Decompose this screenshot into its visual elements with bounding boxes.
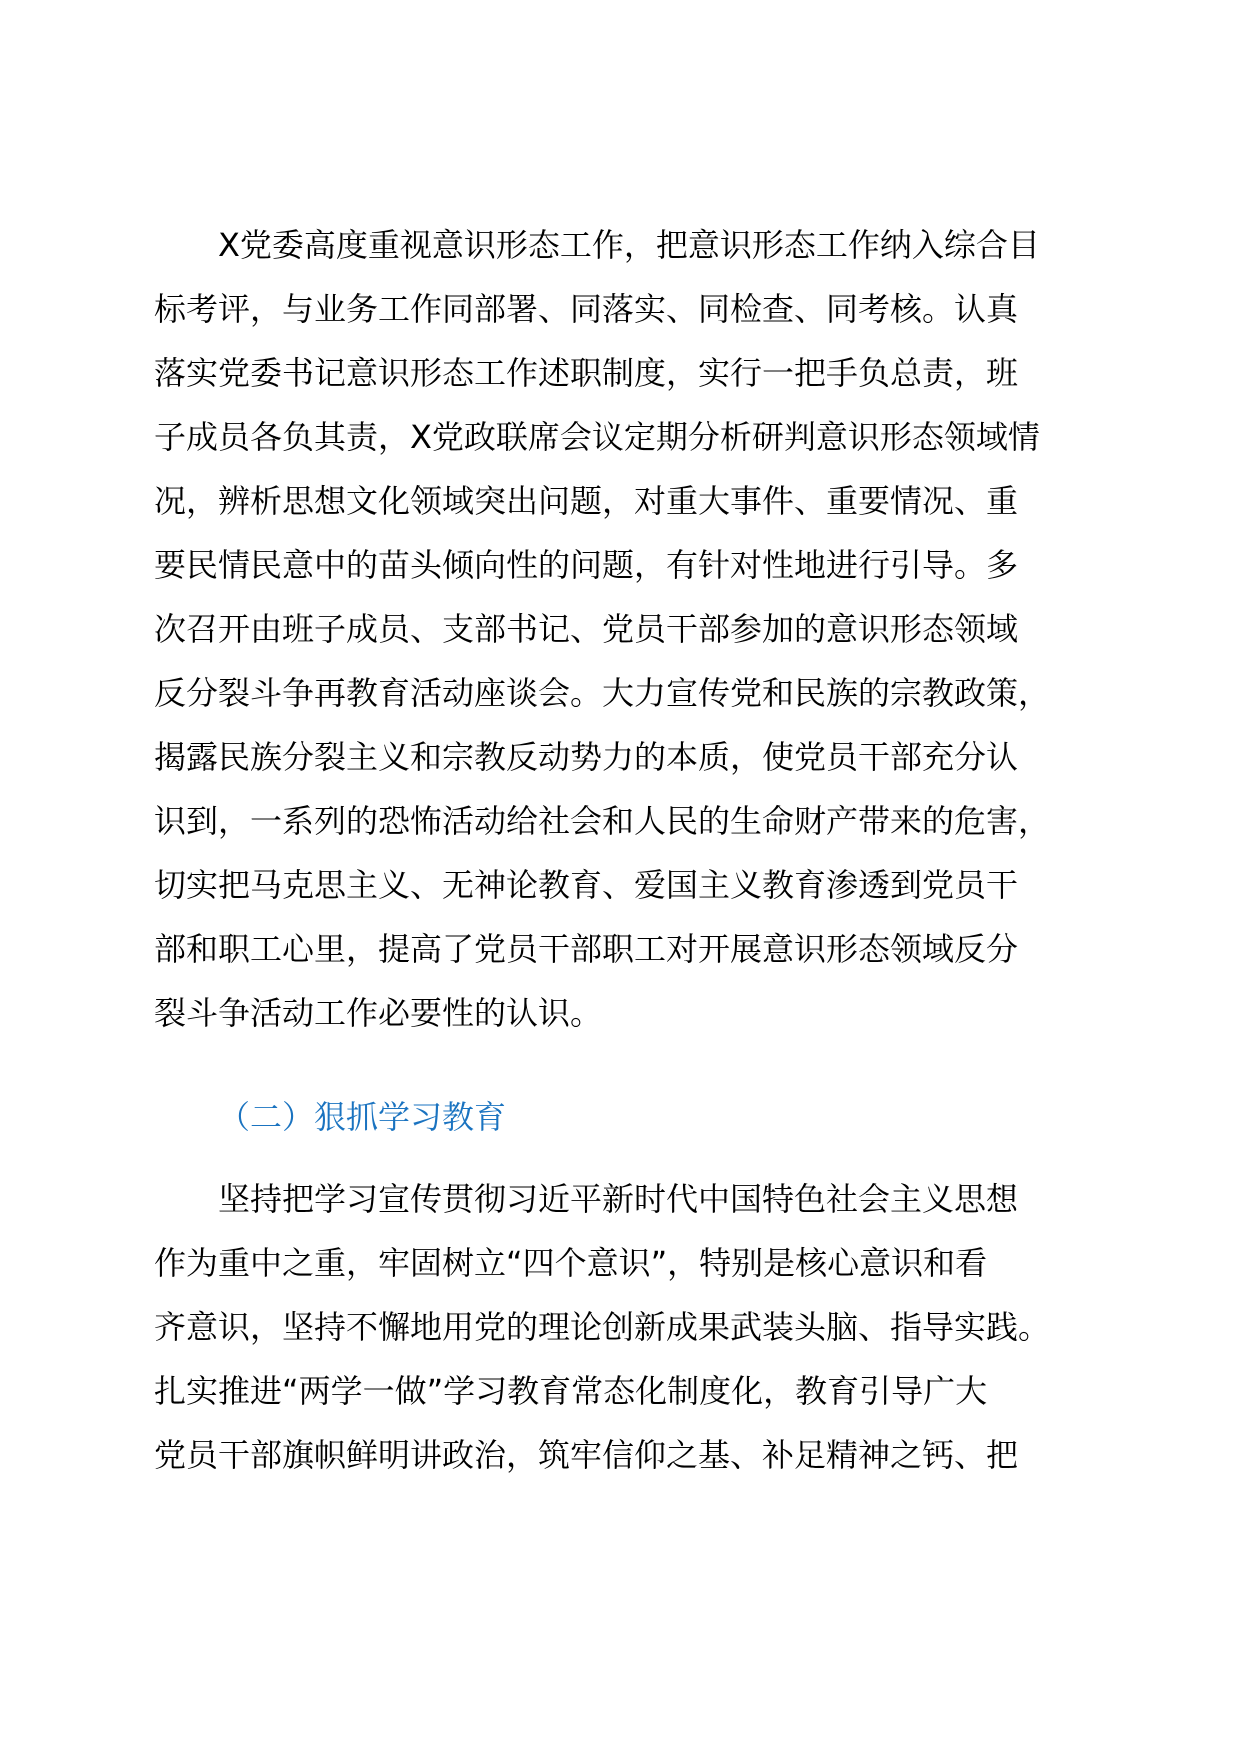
paragraph-2-line: 党员干部旗帜鲜明讲政治，筑牢信仰之基、补足精神之钙、把 <box>154 1436 1019 1474</box>
paragraph-1-line: 落实党委书记意识形态工作述职制度，实行一把手负总责，班 <box>154 354 1019 392</box>
paragraph-2-line: 齐意识，坚持不懈地用党的理论创新成果武装头脑、指导实践。 <box>154 1308 1051 1346</box>
paragraph-2-line: 坚持把学习宣传贯彻习近平新时代中国特色社会主义思想 <box>218 1180 1019 1218</box>
paragraph-1-line: 次召开由班子成员、支部书记、党员干部参加的意识形态领域 <box>154 610 1019 648</box>
paragraph-1-line: 识到，一系列的恐怖活动给社会和人民的生命财产带来的危害， <box>154 802 1051 840</box>
paragraph-1-line: 要民情民意中的苗头倾向性的问题，有针对性地进行引导。多 <box>154 546 1019 584</box>
paragraph-1-line: 部和职工心里，提高了党员干部职工对开展意识形态领域反分 <box>154 930 1019 968</box>
paragraph-1-line: X党委高度重视意识形态工作，把意识形态工作纳入综合目 <box>218 226 1040 264</box>
paragraph-1-line: 况，辨析思想文化领域突出问题，对重大事件、重要情况、重 <box>154 482 1019 520</box>
paragraph-2-line: 扎实推进“两学一做”学习教育常态化制度化，教育引导广大 <box>154 1372 988 1410</box>
paragraph-1-line: 切实把马克思主义、无神论教育、爱国主义教育渗透到党员干 <box>154 866 1019 904</box>
paragraph-1-line: 裂斗争活动工作必要性的认识。 <box>154 994 603 1032</box>
paragraph-1-line: 标考评，与业务工作同部署、同落实、同检查、同考核。认真 <box>154 290 1019 328</box>
paragraph-1-line: 反分裂斗争再教育活动座谈会。大力宣传党和民族的宗教政策， <box>154 674 1051 712</box>
paragraph-1-line: 揭露民族分裂主义和宗教反动势力的本质，使党员干部充分认 <box>154 738 1019 776</box>
paragraph-1-line: 子成员各负其责，X党政联席会议定期分析研判意识形态领域情 <box>154 418 1040 456</box>
section-heading: （二）狠抓学习教育 <box>218 1098 507 1136</box>
paragraph-2-line: 作为重中之重，牢固树立“四个意识”，特别是核心意识和看 <box>154 1244 988 1282</box>
